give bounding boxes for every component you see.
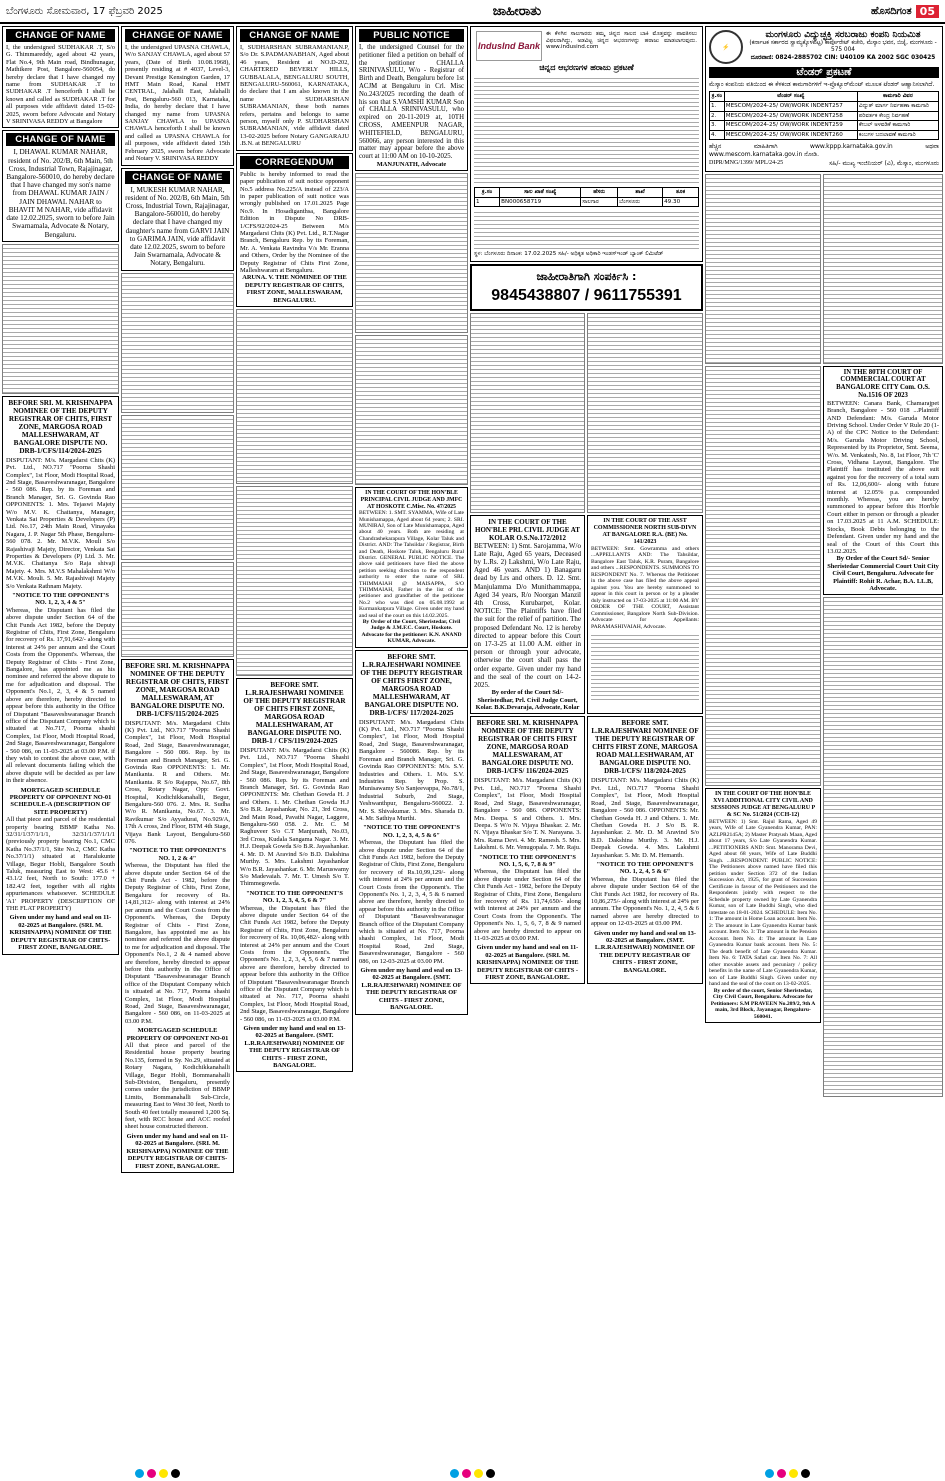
court-heading: IN THE 80TH COURT OF COMMERCIAL COURT AT BANGALORE CITY Com. O.S. No.1516 OF 2023 <box>836 368 930 399</box>
table-header: ಸಾಲ ಖಾತೆ ಸಂಖ್ಯೆ <box>500 188 581 198</box>
court-heading: BEFORE SMT. L.R.RAJESHWARI NOMINEE OF THE DEPUTY REGISTRAR OF CHITS FIRST ZONE, MARGOSA ROAD MALLESHWARAM, AT BANGALORE DISPUTE NO. DRB-1 / CFS/119/2024-2025 <box>243 681 346 745</box>
kannada-notice-row <box>470 313 703 515</box>
kannada-notice-block <box>705 174 821 364</box>
bank-intro: ಈ ಕೆಳಗಿನ ಸಾಲಗಾರರು ತಮ್ಮ ಚಿನ್ನದ ಸಾಲದ ಬಾಕಿ ಮೊತ್ತವನ್ನು ಪಾವತಿಸಲು ವಿಫಲರಾಗಿದ್ದು, ಅಡವಿಟ್ಟ ಚಿನ್ನದ ಆಭರಣಗಳನ್ನು ಹರಾಜು ಮಾಡಲಾಗುವುದು. www.indusind.com <box>546 31 697 51</box>
opponent-notice-body: Whereas, the Disputant has filed the above dispute under Section 64 of the Chit Funds Act 1982, for recovery of Rs. 10,86,275/- along with interest at 24% per annum. The Opponent's No. 1, 2, 4, 5 & 6 named above are hereby directed to appear on 12-03-2025 at 03.00 PM. <box>591 875 699 928</box>
opponent-notice-body: Whereas, the Disputant has filed the above dispute under Section 64 of the Chit Funds Act - 1982, before the Deputy Registrar of Chits, First Zone, Bengaluru for recovery of Rs. 14,81,312/- along with interest at 24% per annum and the Court Costs from the Opponent's. Whereas, the Deputy Registrar of Chits - First Zone, Bangalore, has appointed me as his nominee and referred the above dispute to me for adjudication and disposal. The Opponent's No.1, 2 & 4 named above are therefore, hereby directed to appear before this authority in the Office of Disputant "Basaveshwaranagar Branch office of the Disputant Company which is situated at No. 717, Poorna shashi Complex, 1st Floor, Modi Hospital Road, 2nd Stage, Basaveshwaranagar, Bangalore - 560 086, on 11-03-2025 at 03.00 P.M. <box>125 862 230 1025</box>
yellow-dot <box>474 1469 483 1478</box>
table-cell: MESCOM/2024-25/ OW/WORK INDENT258 <box>724 111 857 121</box>
notice-sign: MANJUNATH, Advocate <box>376 160 447 168</box>
bank-notice-text <box>474 209 699 249</box>
column-2 <box>121 26 234 1175</box>
bank-auction-table <box>474 187 699 207</box>
cyan-dot <box>765 1469 774 1478</box>
table-cell: MESCOM/2024-25/ OW/WORK INDENT260 <box>724 130 857 140</box>
opponent-notice-heading: "NOTICE TO THE OPPONENT'S NO. 1, 2 & 4" <box>129 847 226 862</box>
kannada-notice-block <box>121 562 234 657</box>
opponent-notice-heading: "NOTICE TO THE OPPONENT'S NO. 1, 2, 3, 4, 5, 6 & 7" <box>246 889 343 905</box>
tender-sign: ಸಹಿ/- ಮುಖ್ಯ ಇಂಜಿನಿಯರ್ (ವಿ), ಮೆಸ್ಕಾಂ, ಮಂಗಳೂರು <box>829 160 939 168</box>
corrigendum-heading: CORREGENDUM <box>240 156 349 169</box>
notice-body: I, the undersigned SUDHAKAR .T, S/o G. Thimmareddy, aged about 42 years, Flat No.4, 9th Main road, Bindhunagar, Mathikere Post, Bangalore-560054, do hereby declare that I have changed my name from SUDHAKAR .T to SUDHAKAR .T henceforth I shall be known and called as SUDHAKAR .T for all purposes vide affidavit dated 15-02-2025, sworn before Advocate and Notary V SRINIVASA REDDY at Bangalore <box>6 44 115 126</box>
corrigendum-sign: ARUNA. V. THE NOMINEE OF THE DEPUTY REGISTRAR OF CHITS, FIRST ZONE, MALLESWARAM, BENGALURU. <box>242 274 347 304</box>
name-change-notice <box>121 26 234 166</box>
kannada-notice-block <box>705 366 821 786</box>
court-heading: BEFORE SMT. L.R.RAJESHWARI NOMINEE OF THE DEPUTY REGISTRAR OF CHITS FIRST ZONE, MARGOSA ROAD MALLESHWARAM, AT BANGALORE DISPUTE NO. DRB-1/CFS/ 117/2024-2025 <box>360 652 463 717</box>
notice-body: I, SUDHARSHAN SUBRAMANIAN.P, S/o Dr. S.PADMANABHAN, Aged about 46 years, Resident at NO.D-202, CHARTERED BEVERLY HILLS, GUBBALALA, BENGALURU SOUTH, BENGALURU-560061, KARNATAKA, do declare that I am also known in the name SUDHARSHAN SUBRAMANIAN, these both names refers, pertains and belongs to same person, myself only P. SUDHARSHAN SUBRAMANIAN, vide affidavit dated 13-02-2025 before Notary GANGARAJU .B.N. at BENGALURU <box>240 44 349 148</box>
corrigendum-notice <box>236 153 353 307</box>
kannada-notice-block <box>355 335 468 485</box>
bank-notice-title: ಚಿನ್ನದ ಆಭರಣಗಳ ಹರಾಜು ಪ್ರಕಟಣೆ <box>539 63 634 72</box>
mortgaged-heading: MORTGAGED SCHEDULE PROPERTY OF OPPONENT NO-01 SCHEDULE-A (DESCRIPTION OF SITE PROPERTY) <box>9 786 112 816</box>
court-heading: IN THE COURT OF THE HON'BLE PRL CIVIL JUDGE AT KOLAR O.S.No.172/2012 <box>475 517 580 542</box>
court-sign-off: Given under my hand and seal on 13-02-2025 at Bangalore. (SMT. L.R.RAJESHWARI) NOMINEE OF THE DEPUTY REGISTRAR OF CHITS - FIRST ZONE, BANGALORE. <box>360 967 463 1012</box>
name-change-notice <box>2 26 119 128</box>
court-body: DISPUTANT: M/s. Margadarsi Chits (K) Pvt. Ltd., NO.717 "Poorna Shashi Complex", 1st Floor, Modi Hospital Road, 2nd Stage, Basaveshwaranagar, Bangalore - 560086. Rep. by its Foreman and Branch Manager, Sri. G. Govinda Rao OPPONENTS: M/s. S.V. Industries and Others. 1. M/s. S.V. Industries Rep. by Prop. S. Munisawamy S/o Sanjeevappa, No.78/1, Industrial Suburb, 2nd Stage, Yeshwanthpur, Bengaluru-560022. 2. Mr. S. Shivakumar. 3. Mrs. Sharada D. 4. Mr. Sathiya Murthi. <box>359 718 464 822</box>
masthead <box>0 0 945 24</box>
table-cell: 2. <box>710 111 725 121</box>
mescom-header <box>709 30 939 64</box>
court-heading: IN THE COURT OF THE HON'BLE PRINCIPAL CIVIL JUDGE AND JMFC AT HOSKOTE C.Misc. No. 47/2025 <box>360 490 463 510</box>
print-registration-marks <box>0 1466 945 1481</box>
chit-dispute-notice <box>2 396 119 955</box>
cyan-dot <box>135 1469 144 1478</box>
court-body: DISPUTANT: M/s. Margadarsi Chits (K) Pvt. Ltd., NO.717 "Poorna Shashi Complex", 1st Floor, Modi Hospital Road, 2nd Stage, Basaveshwaranagar, Bangalore - 560 086. Rep. by its Foreman and Branch Manager, Sri. G. Govinda Rao OPPONENTS: 1. Mr. Manikanta. R and Others. Mr. Manikanta. R S/o Rajappa, No.67, 8th Cross, Rotary Nagar, Opp: Govt. Hospital, Kodichikkanahalli, Begur, Bengaluru-560 076. 2. Mrs. R. Sudha W/o R. Manikanta, No.67. 3. Mr. Ravikumar S/o Ayyadurai, No.929/A, 17th A cross, 2nd Floor, BTM 4th Stage, Vijaya Bank Layout, Bengaluru-560 076. <box>125 719 230 846</box>
name-change-notice <box>2 130 119 241</box>
table-cell: ಕೇಬಲ್ ಅಳವಡಿಕೆ ಕಾಮಗಾರಿ <box>857 121 938 131</box>
public-notice <box>355 26 468 171</box>
black-dot <box>801 1469 810 1478</box>
court-body: DISPUTANT: M/s. Margadarsi Chits (K) Pvt. Ltd., NO.717 "Poorna Shashi Complex", 1st Floor, Modi Hospital Road, 2nd Stage, Basaveshwaranagar, Bangalore - 560 086. OPPONENTS: Mrs. Deepa. S and Others. 1. Mrs. Deepa. S W/o N. Vijaya Bhaskar. 2. Mr. N. Vijaya Bhaskar S/o T. N. Narayana. 3. Mrs. Rama Devi. 4. Mr. Ramesh. 5. Mrs. Lakshmi. 6. Mr. Venugopala. 7. Mr. Raju. <box>474 777 581 852</box>
table-header: ಕ್ರ.ಸಂ <box>710 92 725 102</box>
kannada-notice-block <box>823 174 943 364</box>
table-cell: ಸಾಲಗಾರ <box>581 197 618 207</box>
opponent-notice-body: Whereas, the Disputant has filed the above dispute under Section 64 of the Chit Funds Act - 1982, before the Deputy Registrar of Chits, First Zone, Bengaluru for recovery of Rs. 11,74,650/- along with interest at 24% per annum and the Court Costs from the Opponent's. The Opponent's No. 1, 5, 6, 7, 8 & 9 named above are hereby directed to appear on 11-03-2025 at 03.00 P.M. <box>474 868 581 942</box>
table-cell: ಪರಿವರ್ತಕ ಕೇಂದ್ರ ನಿರ್ವಹಣೆ <box>857 111 938 121</box>
table-header: ಟೆಂಡರ್ ಸಂಖ್ಯೆ <box>724 92 857 102</box>
civil-court-notice <box>355 487 468 647</box>
name-change-notice <box>121 168 234 271</box>
court-sign: By Order of the Court, Sheristedar, Civil Judge & J.M.F.C. Court, Hoskote. Advocate for the petitioner: K.N. ANAND KUMAR, Advocate. <box>361 619 462 645</box>
notice-body: I, the undersigned Counsel for the petitioner filed a petition on behalf of the petitioner CHALLA SRINIVASULU, W/o - Registrar of Birth and Death, Bengaluru before 1st ACJM at Bengaluru in Crl. Misc No.243/2025 recording the death of his son that S.VAMSHI KUMAR Son of CHALLA SRINIVASULU, who expired on 20-11-2019 at, 10TH CROSS, AMEENPUR NAGAR, WHITEFIELD, BENGALURU, 560066, any person interested in this matter may appear before the above court at 11:00 AM on 10-10-2025. <box>359 44 464 161</box>
notice-heading: CHANGE OF NAME <box>125 29 230 42</box>
opponent-notice-heading: "NOTICE TO THE OPPONENT'S NO. 1, 5, 6, 7, 8 & 9" <box>479 853 576 868</box>
tender-ref-row <box>709 160 939 167</box>
table-cell: 1 <box>475 197 500 207</box>
kannada-notice-block <box>470 313 585 513</box>
column-1 <box>2 26 119 957</box>
court-body: BETWEEN: Canara Bank, Chamarajpet Branch, Bangalore - 560 018 ...Plaintiff AND Defendant: M/s. Garuda Motor Driving School. Under Order V Rule 20 (1-A) of the CPC Notice to the Defendant: M/s. Garuda Motor Driving School, Represented by its Proprietor, Smt. Seema, W/o. M. Venkatesh, No. 8, 1st Floor, 7th 'C' Cross, Vidhana Layout, Bangalore. The Plaintiff has instituted the above suit against you for the recovery of a total sum of Rs. 12,06,600/- along with future interest at 12.05% p.a. compounded monthly. Whereas, you are hereby summoned to appear before this Hon'ble Court either in person or through a pleader on 17.03.2025 at 11 A.M. SCHEDULE: Stocks, Book Debts belonging to the Defendant. Given under my hand and the seal of the Court of this Court this 13.02.2025. <box>827 399 939 555</box>
court-sign: By order of the court, Senior Sheristedar, City Civil Court, Bengaluru. Advocate for Petitioners: S.M PRAVEEN No.209/2, 9th A main, 3rd Block, Jayanagar, Bengaluru-560041. <box>710 987 816 1020</box>
newspaper-name: ಹೊಸದಿಗಂತ <box>871 5 912 17</box>
court-heading: BEFORE SRI. M. KRISHNAPPA NOMINEE OF THE DEPUTY REGISTRAR OF CHITS FIRST ZONE, MARGOSA ROAD MALLESWARAM, AT BANGALORE DISPUTE NO. DRB-1/CFS/ 116/2024-2025 <box>476 719 579 776</box>
magenta-dot <box>462 1469 471 1478</box>
notice-heading: CHANGE OF NAME <box>240 29 349 42</box>
column-3 <box>236 26 353 1074</box>
opponent-notice-heading: "NOTICE TO THE OPPONENT'S NO. 1, 2, 3, 4 & 5" <box>12 592 109 607</box>
table-cell: ಕಂಬಗಳ ಬದಲಾವಣೆ ಕಾಮಗಾರಿ <box>857 130 938 140</box>
civil-court-notice <box>470 515 585 715</box>
court-body: DISPUTANT: M/s. Margadarsi Chits (K) Pvt. Ltd., NO.717 "Poorna Shashi Complex", 1st Floor, Modi Hospital Road, 2nd Stage, Basaveshwaranagar, Bangalore - 560 086. OPPONENTS: Mr. Chethan Gowda H. J and Others. 1. Mr. Chethan Gowda H. J S/o B. R. Jayashankar. 2. Mr. D. M Aravind S/o B.D. Dakshina Murthy. 3. Mr. H.J. Deepak Gowda. 4. Mrs. Lakshmi Jayashankar. 5. Mr. D. M. Hemanth. <box>591 777 699 859</box>
table-cell: ಬೆಂಗಳೂರು <box>618 197 663 207</box>
opponent-notice-heading: "NOTICE TO THE OPPONENT'S NO. 1, 2, 4, 5 & 6" <box>596 860 694 876</box>
opponent-notice-heading: "NOTICE TO THE OPPONENT'S NO. 1, 2, 3, 4, 5 & 6" <box>363 824 460 839</box>
chit-notice-row <box>470 716 703 986</box>
bank-header <box>474 29 699 63</box>
magenta-dot <box>147 1469 156 1478</box>
court-heading: BEFORE SRI. M. KRISHNAPPA NOMINEE OF THE DEPUTY REGISTRAR OF CHITS, FIRST ZONE, MARGOSA ROAD MALLESHWARAM, AT BANGALORE DISPUTE NO. DRB-1/CFS/114/2024-2025 <box>8 398 113 455</box>
masthead-date: ಬೆಂಗಳೂರು ಸೋಮವಾರ, 17 ಫೆಬ್ರವರಿ 2025 <box>6 5 163 17</box>
table-row <box>710 130 939 140</box>
table-cell: 49.30 <box>663 197 699 207</box>
black-dot <box>486 1469 495 1478</box>
court-body: BETWEEN: 1) Smt. Rajul Rama, Aged 49 years, Wife of Late Gyanendra Kumar, PAN: AZLPR2145A; 2) Master Pratyush Maan, Aged about 17 years, S/o Late Gyanendra Kumar. ...PETITIONERS AND: Smt. Manorama Devi, Aged about 68 years, Wife of Late Buddhi Singh. ...RESPONDENT. PUBLIC NOTICE: The Petitioners above named have filed this petition under Section 372 of the Indian Succession Act, 1925, for grant of Succession Certificate in favour of the Petitioners and the Respondents jointly with respect to the Schedule property owned by Late Gyanendra Kumar, son of Late Buddhi Singh, who died intestate on 18-01-2024. SCHEDULE: Item No. 1: The amount in Home Loan account. Item No. 2: The amount in Late Gyanendra Kumar bank account. Item No. 3: The amount in the Pension Account. Item No. 4: The amount in Late Gyanendra Kumar bank account. Item No. 5: The death benefit of Late Gyanendra Kumar. Item No. 6: TATA Safari car. Item No. 7: All other movable assets and pecuniary / policy benefits in the name of Late Gyanendra Kumar, son of Late Buddhi Singh. Given under my hand and the seal of the court on 13-02-2025. <box>709 818 817 988</box>
kannada-notice-block <box>355 173 468 333</box>
mescom-tender-notice <box>705 26 943 172</box>
court-sign-off: Given under my hand and seal on 11-02-2025 at Bangalore. (SRI. M. KRISHNAPPA) NOMINEE OF THE DEPUTY REGISTRAR OF CHITS-FIRST ZONE, BANGALORE. <box>126 1132 229 1170</box>
court-body: BETWEEN: Smt. Gowramma and others ...APPELLANTS AND: The Tahsildar, Bangalore East Taluk, K.R. Puram, Bangalore and others ...RESPONDENTS. SUMMONS TO RESPONDENT No. 7. Whereas the Petitioner in the above case has filed the above appeal against you. You are hereby summoned to appear in this court in person or by a pleader duly instructed on 17-03-2025 at 11:00 AM. BY ORDER OF THE COURT, Assistant Commissioner, Bangalore North Sub-Division. Advocate for Appellants: PARAMASHIVAIAH, Advocate. <box>591 545 699 630</box>
court-sign: By order of the Court Sd/- Sheristedhar, Prl. Civil Judge Court, Kolar. B.K.Devaraja, Advocate, Kolar <box>475 689 580 712</box>
chit-dispute-notice <box>121 659 234 1173</box>
court-sign: By Order of the Court Sd/- Senior Sheristedar Commercial Court Unit City Civil Court, Bengaluru. Advocate for Plaintiff: Rohit R. Achar, B.A. LL.B, Advocate. <box>827 555 939 592</box>
succession-court-notice <box>705 788 821 1024</box>
masthead-brand <box>871 5 939 18</box>
kannada-notice-block <box>587 313 703 513</box>
column-6 <box>705 26 943 1099</box>
contact-label: ಜಾಹೀರಾತಿಗಾಗಿ ಸಂಪರ್ಕಿಸಿ : <box>536 269 637 283</box>
cyan-dot <box>450 1469 459 1478</box>
court-heading: IN THE COURT OF THE HON'BLE XVI ADDITIONAL CITY CIVIL AND SESSIONS JUDGE AT BENGALURU P & SC No. 51/2024 (CCH-12) <box>710 790 816 818</box>
column-5 <box>470 26 703 986</box>
court-heading: BEFORE SMT. L.R.RAJESHWARI NOMINEE OF THE DEPUTY REGISTRAR OF CHITS FIRST ZONE, MARGOSA ROAD MALLESHWARAM, AT BANGALORE DISPUTE NO. DRB-1/CFS/ 118/2024-2025 <box>591 719 699 776</box>
registration-dots <box>450 1469 495 1478</box>
mortgaged-body: All that piece and parcel of the Residential house property bearing No.135, formed in Sy. No.29, situated at Rotary Nagara, Kodichikkanahalli Village, Begur Hobli, Bommanahalli Sub-Division, Bengaluru, presently comes under the jurisdiction of BBMP Limits, Bommanahalli Sub-Circle, measuring East to West 30 feet, North to South 40 feet totally measured 1,200 Sq. feet, with RCC house and ACC roofed sheet house constructed thereon. <box>125 1042 230 1131</box>
tender-footer: ಹೆಚ್ಚಿನ ಮಾಹಿತಿಗಾಗಿ www.kppp.karnataka.gov.in ಅಥವಾ www.mescom.karnataka.gov.in ನೋಡಿ. <box>709 143 939 158</box>
magenta-dot <box>777 1469 786 1478</box>
table-header: ಹೆಸರು <box>581 188 618 198</box>
mortgaged-heading: MORTGAGED SCHEDULE PROPERTY OF OPPONENT NO-01 <box>126 1027 229 1042</box>
table-row <box>475 197 699 207</box>
yellow-dot <box>159 1469 168 1478</box>
chit-dispute-notice <box>236 678 353 1072</box>
corrigendum-body: Public is hereby informed to read the paper publication of suit notice opponent No.5 address No.225/A instead of 223/A in paper publication of suit notice was wrongly published on 17.01.2025 Page No.9. In Hosadiganthsa, Bangalore Edition in Dispute No DRB-1/CFS/92/2024-25 Between M/s Margadarsi Chits (K) Pvt. Ltd., R.T.Nagar Branch, Bengaluru Rep. by its Foreman, Mr. A. Venkata Ravindra V/s Mr. Eranna and Others, Order by the Nominee of the Deputy Registrar of Chits First Zone, Malleshwaram at Bengaluru. <box>240 170 349 274</box>
bank-auction-notice <box>470 26 703 262</box>
column-4 <box>355 26 468 1017</box>
notice-body: I, DHAWAL KUMAR NAHAR, resident of No. 202/B, 6th Main, 5th Cross, Industrial Town, Rajajinagar, Bangalore-560010, do hereby declare that I have changed my son's name from DHAWAL KUMAR JAIN / JAIN DHAWAL NAHAR to BHAVIT M NAHAR, vide affidavit date 12.02.2025, sworn to before Jain Swarnamala, Advocate & Notary, Bengaluru. <box>6 148 115 239</box>
registration-dots <box>765 1469 810 1478</box>
court-body: BETWEEN: 1. SMT. SYAMMA, Wife of Late Munishamappa, Aged about 64 years; 2. SRI. MUNIRAJ, Son of Late Munishamappa, Aged about 40 years. Both are residing at Chandrashekarapura Village, Kolar Taluk and District. AND: The Tahsildar / Registrar, Birth and Death, Hoskote Taluk, Bengaluru Rural District. GENERAL PUBLIC NOTICE. The above said petitioners have filed the above petition seeking direction to the respondent authority to enter the name of SRI. THIMMAIAH @ MAISAPPA, S/O THIMMAIAH, Father in the list of the petitioner and grandfather of the petitioner No.2 who was died on 05.08.1992 at Kurmankatpura Village. Given under my hand and seal of the court on this 14.02.2025. <box>359 510 464 619</box>
chit-dispute-notice <box>355 650 468 1015</box>
kannada-notice-block <box>236 486 353 676</box>
chit-dispute-notice <box>587 716 703 984</box>
notice-body: I, MUKESH KUMAR NAHAR, resident of No. 202/B, 6th Main, 5th Cross, Industrial Town, Rajajinagar, Bangalore-560010, do hereby declare that I have changed my daughter's name from GARVI JAIN to GARIMA JAIN, vide affidavit date 12.02.2025, sworn to before Jain Swarnamala, Advocate & Notary, Bengaluru. <box>125 185 230 268</box>
kannada-notice-block <box>236 309 353 484</box>
mescom-title: ಮಂಗಳೂರು ವಿದ್ಯುಚ್ಛಕ್ತಿ ಸರಬರಾಜು ಕಂಪನಿ ನಿಯಮಿತ <box>765 30 921 40</box>
table-row <box>710 121 939 131</box>
court-sign-off: Given under my hand and seal on 13-02-2025 at Bangalore. (SMT. L.R.RAJESHWARI) NOMINEE OF THE DEPUTY REGISTRAR OF CHITS - FIRST ZONE, BANGALORE. <box>594 929 696 974</box>
kannada-notice-block <box>121 415 234 560</box>
table-header: ಕ್ರ.ಸಂ <box>475 188 500 198</box>
kannada-notice-block <box>2 244 119 394</box>
opponent-notice-body: Whereas, the Disputant has filed the above dispute under Section 64 of the Chit Funds Act 1982, before the Deputy Registrar of Chits, First Zone, Bengaluru for recovery of Rs. 17,91,642/- along with interest at 24% per annum and the Court Costs from the Opponent's. Whereas, the Deputy Registrar of Chits - First Zone, Bangalore, has appointed me as his nominee and referred the above dispute to me for adjudication and disposal. The Opponent's No.1, 2, 3, 4 & 5 named above are therefore, hereby directed to appear before this authority in the Office of Disputant "Basaveshwaranagar Branch office of the Disputant Company which is situated at No.717, Poorna shashi Complex, 1st Floor, Modi Hospital Road, 2nd Stage, Basaveshwaranagar, Bangalore - 560 086, on 11-03-2025 at 03.00 P.M. if they wish to contest the above case, with all relevant documents failing which the above dispute will be decided as per law in their absence. <box>6 606 115 785</box>
mescom-address: (ಕರ್ನಾಟಕ ಸರ್ಕಾರದ ಸ್ವಾಮ್ಯಕ್ಕೊಳಪಟ್ಟ) ಕಾರ್ಪೊರೇಟ್ ಕಚೇರಿ, ಮೆಸ್ಕಾಂ ಭವನ, ಬಿಜೈ, ಮಂಗಳೂರು - 575 004 <box>749 40 937 54</box>
tender-table <box>709 91 939 140</box>
bank-notice-text <box>474 75 699 185</box>
kannada-notice-block <box>823 597 943 1097</box>
table-row <box>710 111 939 121</box>
mescom-logo-icon: ⚡ <box>709 30 743 64</box>
table-header: ಶಾಖೆ <box>618 188 663 198</box>
court-body: DISPUTANT: M/s. Margadarsi Chits (K) Pvt. Ltd., NO.717 "Poorna Shashi Complex", 1st Floor, Modi Hospital Road, 2nd Stage, Basaveshwaranagar, Bangalore - 560 086. Rep. by its Foreman and Branch Manager, Sri. G. Govinda Rao OPPONENTS: 1. Mrs. Tejaswi Majety W/o M.V. K. Chaitanya, Manager, Venkata Sai Properties & Developers (P) Ltd. No.17, 24th Main Road, Vinayaka Nagara, J. P. Nagar 5th Phase, Bengaluru-560 078. 2. Mr. M.V.K. Mouli S/o Rajashivaji Majety, Director, Venkata Sai Properties & Developers (P) Ltd. 3. Mr. M.V.K. Chaitanya S/o Raja shivaji Majety. 4. Mrs. M.V.S Mahalakshmi W/o M.V.K. Mouli. 5. Mr. Rajashivaji Majety S/o Venkata Rathnam Majety. <box>6 456 115 590</box>
right-subcolumn <box>823 366 943 1100</box>
table-header-row <box>475 188 699 198</box>
table-cell: MESCOM/2024-25/ OW/WORK INDENT259 <box>724 121 857 131</box>
court-notice-row <box>470 515 703 717</box>
name-change-notice <box>236 26 353 151</box>
table-cell: ವಿದ್ಯುತ್ ಮಾರ್ಗ ನಿರ್ವಹಣಾ ಕಾಮಗಾರಿ <box>857 102 938 112</box>
court-heading: BEFORE SRI. M. KRISHNAPPA NOMINEE OF THE DEPUTY REGISTRAR OF CHITS, FIRST ZONE, MARGOSA ROAD MALLESWARAM, AT BANGALORE DISPUTE NO. DRB-1/CFS/115/2024-2025 <box>125 661 230 718</box>
notice-heading: CHANGE OF NAME <box>6 133 115 146</box>
notice-heading: CHANGE OF NAME <box>125 171 230 184</box>
court-sign-off: Given under my hand and seal on 13-02-2025 at Bangalore. (SMT. L.R.RAJESHWARI) NOMINEE OF THE DEPUTY REGISTRAR OF CHITS - FIRST ZONE, BANGALORE. <box>243 1025 346 1070</box>
opponent-notice-body: Whereas, the Disputant has filed the above dispute under Section 64 of the Chit Funds Act 1982, before the Deputy Registrar of Chits, First Zone, Bengaluru for recovery of Rs. 10,06,482/- along with interest at 24% per annum and the Court Costs from the Opponent's. The Opponent's No. 1, 2, 3, 4, 5, 6 & 7 named above are therefore, hereby directed to appear before this authority in the Office of Disputant "Basaveshwaranagar Branch office of the Disputant Company which is situated at No. 717, Poorna shashi Complex, 1st Floor, Modi Hospital Road, 2nd Stage, Basaveshwaranagar, Bangalore - 560 086, on 11-03-2025 at 03.00 P.M. <box>240 904 349 1023</box>
commercial-court-notice <box>823 366 943 596</box>
table-header-row <box>710 92 939 102</box>
opponent-notice-body: Whereas, the Disputant has filed the above dispute under Section 64 of the Chit Funds Act 1982, before the Deputy Registrar of Chits, First Zone, Bengaluru for recovery of Rs.10,99,129/- along with interest at 24% per annum and the Court Costs from the Opponent's. The Opponent's No. 1, 2, 3, 4, 5 & 6 named above are therefore, hereby directed to appear before this authority in the Office of Disputant "Basaveshwaranagar Branch office of the Disputant Company which is situated at No. 717, Poorna shashi Complex, 1st Floor, Modi Hospital Road, 2nd Stage, Basaveshwaranagar, Bangalore - 560 086, on 12-03-2025 at 03.00 PM. <box>359 839 464 965</box>
page-number: 05 <box>916 5 939 18</box>
notice-heading: CHANGE OF NAME <box>6 29 115 42</box>
court-sign-off: Given under my hand and seal on 11-02-2025 at Bangalore. (SRI. M. KRISHNAPPA) NOMINEE OF THE DEPUTY REGISTRAR OF CHITS-FIRST ZONE, BANGALORE. <box>9 914 112 952</box>
contact-phone-number: 9845438807 / 9611755391 <box>491 286 682 304</box>
table-cell: MESCOM/2024-25/ OW/WORK INDENT257 <box>724 102 857 112</box>
table-row <box>710 102 939 112</box>
bank-footer: ಸ್ಥಳ: ಬೆಂಗಳೂರು ದಿನಾಂಕ: 17.02.2025 ಸಹಿ/- ಅಧಿಕೃತ ಅಧಿಕಾರಿ ಇಂಡಸ್‌ಇಂಡ್ ಬ್ಯಾಂಕ್ ಲಿಮಿಟೆಡ್ <box>474 251 664 258</box>
table-cell: 3. <box>710 121 725 131</box>
kannada-notice-row <box>705 174 943 366</box>
registration-dots <box>135 1469 180 1478</box>
court-sign-off: Given under my hand and seal on 11-02-2025 at Bangalore. (SRI. M. KRISHNAPPA) NOMINEE OF THE DEPUTY REGISTRAR OF CHITS - FIRST ZONE, BANGALORE. <box>476 944 579 982</box>
court-notice-row <box>705 366 943 1100</box>
yellow-dot <box>789 1469 798 1478</box>
chit-dispute-notice <box>470 716 585 984</box>
kannada-notice-block <box>591 632 699 702</box>
left-subcolumn <box>705 366 821 1100</box>
mescom-phone: ದೂರವಾಣಿ: 0824-2885702 CIN: U40109 KA 2002 SGC 030425 <box>750 54 936 61</box>
table-cell: 1. <box>710 102 725 112</box>
tender-label: ಟೆಂಡರ್ ಪ್ರಕಟಣೆ <box>709 67 939 78</box>
court-body: BETWEEN: 1) Smt. Sarojamma, W/o Late Raju, Aged 65 years, Deceased by L.Rs. 2) Lakshmi, W/o Late Raju, Aged 46 years. AND 1) Banagaru dead by Lrs and others. D. 12. Smt. Manjulamma D/o Munithammappa, Aged 34 years, R/o Noorgan Manzil 4th Cross, Kurubarpet, Kolar. NOTICE: The Plaintiffs have filed the suit for the relief of partition. The proposed Defendant No. 12 is hereby directed to appear before this Court on 17-3-25 at 11.00 A.M. either in person or through your advocate, otherwise the court shall pass the order exparte. Given under my hand and the seal of the court on 14-2-2025. <box>474 541 581 690</box>
court-body: DISPUTANT: M/s. Margadarsi Chits (K) Pvt. Ltd., NO.717 "Poorna Shashi Complex", 1st Floor, Modi Hospital Road, 2nd Stage, Basaveshwaranagar, Bangalore - 560 086. Rep. by its Foreman and Branch Manager, Sri. G. Govinda Rao OPPONENTS: Mr. Chethan Gowda H. J and Others. 1. Mr. Chethan Gowda H.J S/o B.R. Jayashankar, No. 21, 3rd Cross, 2nd Main Road, Pavathi Nagar, Laggere, Bengaluru-560 058. 2. Mr. C. M Raghuveer S/o C.T Manjunath, No.03, 3rd Cross, Kudala Sangama Nagar. 3. Mr. H.J. Deepak Gowda S/o B.R. Jayashankar. 4. Mr. D. M Aravind S/o B.D. Dakshina Murthy. 5. Mrs. Lakshmi Jayashankar W/o B.R. Jayashankar. 6. Mr. Maruswamy S/o Madevaiah. 7. Mr. T. Umesh S/o T. Thimmegowda. <box>240 747 349 888</box>
revenue-court-notice <box>587 515 703 715</box>
table-header: ಕಾಮಗಾರಿ ವಿವರ <box>857 92 938 102</box>
notice-heading: PUBLIC NOTICE <box>359 29 464 42</box>
tender-intro: ಮೆಸ್ಕಾಂ ಕಂಪನಿಯ ವತಿಯಿಂದ ಈ ಕೆಳಕಂಡ ಕಾಮಗಾರಿಗಳಿಗೆ ಇ-ಪ್ರೊಕ್ಯೂರ್‌ಮೆಂಟ್ ಮೂಲಕ ಟೆಂಡರ್ ಆಹ್ವಾನಿಸಲಾಗಿದೆ. <box>709 81 935 88</box>
court-heading: IN THE COURT OF THE ASST COMMISSIONER NORTH SUB-DIVN AT BANGALORE R.A. (BE) No. 141/2023 <box>593 517 697 545</box>
table-cell: 4. <box>710 130 725 140</box>
kannada-notice-block <box>121 273 234 413</box>
table-cell: BN000658719 <box>500 197 581 207</box>
bank-logo: IndusInd Bank <box>476 31 542 61</box>
mortgaged-body: All that piece and parcel of the residential property bearing BBMP Katha No. 32/31/1/37/1/1/1, 32/31/1/37/1/1/1 (previously property bearing No.1, CMC Katha No.37/1/1, Site No.2, CMC Katha No.37/1/1) situated at Haralukunte Village, Begur Hobli, Bangalore South Taluk, measuring East to West: 45.6 + 43.1/2 feet, North to South: 177.0 + 182.4/2 feet, together with all rights appurtenances whatsoever. SCHEDULE 'A1' PROPERTY (DESCRIPTION OF THE FLAT PROPERTY) <box>6 816 115 913</box>
advertisement-contact <box>470 264 703 311</box>
table-header: ತೂಕ <box>663 188 699 198</box>
masthead-section-title: ಜಾಹೀರಾತು <box>492 3 542 19</box>
black-dot <box>171 1469 180 1478</box>
notice-body: I, the undersigned UPASNA CHAWLA, W/o SANJAY CHAWLA, aged about 57 years, (Date of Birth 10.08.1968), presently residing at # 4037, Level-3, Devant Prestige Kensington Garden, 17 HMT Main Road, Kanal HMT CENTRAL, Jalahalli East, Jalahalli Post, Bengaluru-560 013, Karnataka, India, do hereby declare that I have changed my name from UPASNA SANJAY CHAWLA to UPASNA CHAWLA henceforth I shall be known and called as UPASNA CHAWLA for all purposes, vide affidavit dated 15th February 2025, sworn before Advocate and Notary V. SRINIVASA REDDY <box>125 44 230 163</box>
tender-ref: DIPR/MNG/1399/ MPL/24-25 <box>709 160 784 167</box>
